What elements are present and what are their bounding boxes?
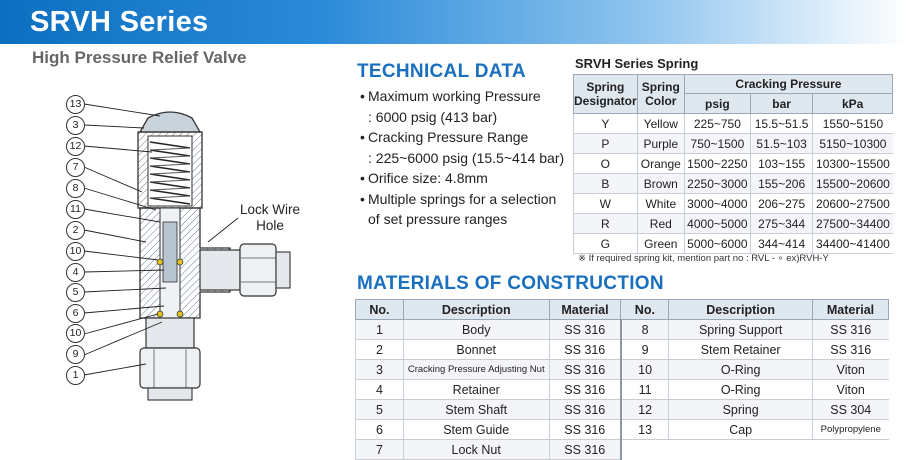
table-row: 4 Retainer SS 316 11 O-Ring Viton bbox=[356, 380, 889, 400]
description-header: Description bbox=[403, 300, 549, 320]
table-row: 7 Lock Nut SS 316 bbox=[356, 440, 889, 460]
callout-2: 2 bbox=[66, 221, 85, 240]
materials-title: MATERIALS OF CONSTRUCTION bbox=[357, 273, 664, 294]
callout-10-upper: 10 bbox=[66, 242, 85, 261]
table-row: B Brown 2250~3000 155~206 15500~20600 bbox=[574, 174, 893, 194]
valve-cross-section-diagram bbox=[60, 92, 300, 452]
cracking-pressure-header: Cracking Pressure bbox=[684, 75, 892, 94]
lock-wire-hole-label: Lock Wire Hole bbox=[240, 202, 301, 233]
table-row: P Purple 750~1500 51.5~103 5150~10300 bbox=[574, 134, 893, 154]
tech-line: : 6000 psig (413 bar) bbox=[368, 108, 498, 125]
page-subtitle: High Pressure Relief Valve bbox=[32, 48, 247, 67]
callout-9: 9 bbox=[66, 345, 85, 364]
table-row: 2 Bonnet SS 316 9 Stem Retainer SS 316 bbox=[356, 340, 889, 360]
callout-8: 8 bbox=[66, 179, 85, 198]
tech-line: • Orifice size: 4.8mm bbox=[360, 168, 564, 189]
table-row: 3 Cracking Pressure Adjusting Nut SS 316 10 O-Ring Viton bbox=[356, 360, 889, 380]
tech-line: of set pressure ranges bbox=[368, 211, 508, 227]
table-row: Y Yellow 225~750 15.5~51.5 1550~5150 bbox=[574, 114, 893, 134]
material-header: Material bbox=[813, 300, 889, 320]
callout-11: 11 bbox=[66, 200, 85, 219]
tech-line: • Cracking Pressure Range bbox=[360, 127, 564, 148]
callout-13: 13 bbox=[66, 95, 85, 114]
callout-1: 1 bbox=[66, 366, 85, 385]
spring-designator-header: Spring Designator bbox=[574, 75, 638, 114]
spring-kit-note: ※ If required spring kit, mention part no : RVL - ∘ ex)RVH-Y bbox=[578, 253, 829, 264]
no-header: No. bbox=[621, 300, 669, 320]
table-row: G Green 5000~6000 344~414 34400~41400 bbox=[574, 234, 893, 254]
table-row: W White 3000~4000 206~275 20600~27500 bbox=[574, 194, 893, 214]
callout-4: 4 bbox=[66, 263, 85, 282]
spring-table-title: SRVH Series Spring bbox=[575, 56, 699, 71]
table-row: 6 Stem Guide SS 316 13 Cap Polypropylene bbox=[356, 420, 889, 440]
callout-7: 7 bbox=[66, 158, 85, 177]
callout-5: 5 bbox=[66, 283, 85, 302]
callout-10-lower: 10 bbox=[66, 324, 85, 343]
page-title: SRVH Series bbox=[30, 6, 209, 38]
tech-line: • Maximum working Pressure bbox=[360, 86, 564, 107]
table-row: 1 Body SS 316 8 Spring Support SS 316 bbox=[356, 320, 889, 340]
no-header: No. bbox=[356, 300, 404, 320]
spring-color-header: Spring Color bbox=[637, 75, 684, 114]
spring-table bbox=[573, 74, 893, 254]
material-header: Material bbox=[549, 300, 621, 320]
table-row: O Orange 1500~2250 103~155 10300~15500 bbox=[574, 154, 893, 174]
tech-line: : 225~6000 psig (15.5~414 bar) bbox=[368, 149, 565, 166]
materials-table bbox=[355, 299, 889, 460]
table-row: R Red 4000~5000 275~344 27500~34400 bbox=[574, 214, 893, 234]
bar-header: bar bbox=[750, 94, 813, 114]
tech-line: • Multiple springs for a selection bbox=[360, 189, 564, 210]
technical-data-title: TECHNICAL DATA bbox=[357, 61, 526, 82]
callout-3: 3 bbox=[66, 116, 85, 135]
psig-header: psig bbox=[684, 94, 750, 114]
callout-6: 6 bbox=[66, 304, 85, 323]
technical-data-list bbox=[360, 86, 564, 230]
callout-12: 12 bbox=[66, 137, 85, 156]
table-row: 5 Stem Shaft SS 316 12 Spring SS 304 bbox=[356, 400, 889, 420]
description-header: Description bbox=[669, 300, 813, 320]
title-banner bbox=[0, 0, 909, 44]
kpa-header: kPa bbox=[813, 94, 893, 114]
